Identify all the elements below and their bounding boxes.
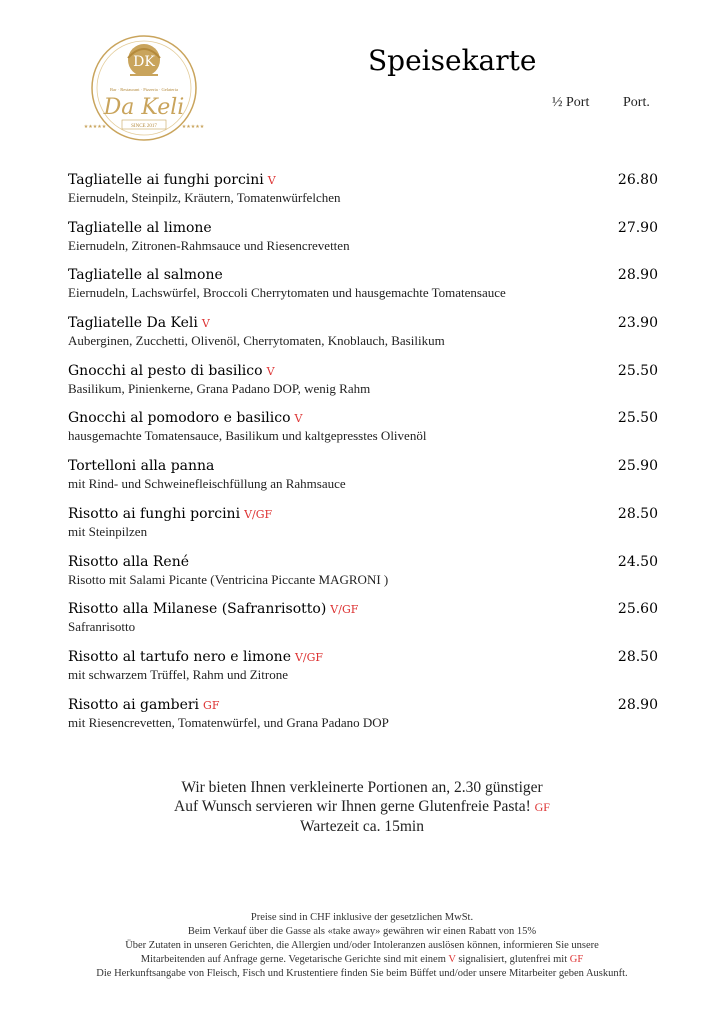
logo-monogram: DK (133, 54, 155, 70)
menu-item-description: Eiernudeln, Steinpilz, Kräutern, Tomatenwürfelchen (68, 190, 341, 205)
menu-item-name: Gnocchi al pesto di basilico (68, 362, 263, 379)
menu-item-name: Risotto alla René (68, 553, 189, 570)
menu-item-title-line (68, 410, 662, 426)
footer-legend-a: Mitarbeitenden auf Anfrage gerne. Vegetarische Gerichte sind mit einem (140, 954, 446, 965)
menu-item-name: Tagliatelle al salmone (68, 267, 223, 284)
menu-item-price: 28.90 (617, 267, 658, 284)
menu-item-title-line (68, 601, 662, 617)
menu-item-diet-badge: V/GF (244, 507, 273, 521)
menu-item-price: 27.90 (617, 219, 658, 236)
menu-item-title-line (68, 697, 662, 713)
menu-item (68, 697, 662, 745)
menu-item-description: Risotto mit Salami Picante (Ventricina Piccante MAGRONI ) (68, 571, 389, 587)
menu-item-price: 25.50 (617, 362, 658, 379)
note-gluten-free-text: Auf Wunsch servieren wir Ihnen gerne Glutenfreie Pasta! (174, 798, 531, 815)
menu-item-title-line (68, 172, 662, 188)
menu-item-title-line (68, 458, 662, 474)
menu-item-name: Tagliatelle Da Keli (68, 315, 198, 332)
menu-item-description: mit Riesencrevetten, Tomatenwürfel, und Grana Padano DOP (68, 714, 389, 730)
menu-item-name: Tortelloni alla panna (68, 458, 215, 475)
note-gluten-free (0, 797, 724, 817)
column-header-half-portion: ½ Port (552, 95, 590, 110)
footer-legal (0, 911, 724, 981)
column-header-portion: Port. (623, 95, 650, 110)
menu-item-price: 24.50 (617, 553, 658, 570)
menu-item-price: 28.90 (617, 696, 658, 713)
logo-since: SINCE 2017 (131, 124, 157, 129)
menu-item-description: mit Rind- und Schweinefleischfüllung an Rahmsauce (68, 476, 346, 492)
footer-legend-b: signalisiert, glutenfrei mit (458, 954, 568, 965)
menu-item-diet-badge: V (266, 364, 275, 378)
menu-item (68, 220, 662, 268)
menu-item-title-line (68, 267, 662, 283)
footer-prices-note: Preise sind in CHF inklusive der gesetzlichen MwSt. (250, 912, 474, 923)
menu-item (68, 458, 662, 506)
footer-origin-note: Die Herkunftsangabe von Fleisch, Fisch und Krustentiere finden Sie beim Büffet und/oder unsere Mitarbeiter geben Auskunft. (96, 968, 628, 979)
note-small-portions: Wir bieten Ihnen verkleinerte Portionen an, 2.30 günstiger (181, 779, 543, 796)
menu-item-price: 26.80 (617, 172, 658, 188)
menu-item-description: mit schwarzem Trüffel, Rahm und Zitrone (68, 666, 289, 682)
menu-item (68, 554, 662, 602)
menu-item (68, 315, 662, 363)
menu-item-name: Gnocchi al pomodoro e basilico (68, 410, 291, 427)
menu-item-description: Eiernudeln, Lachswürfel, Broccoli Cherrytomaten und hausgemachte Tomatensauce (68, 285, 506, 301)
menu-item-title-line (68, 315, 662, 331)
notes-block (0, 778, 724, 836)
footer-diet-legend (0, 953, 724, 967)
menu-item-diet-badge: V (267, 174, 276, 187)
footer-takeaway-note: Beim Verkauf über die Gasse als «take away» gewähren wir einen Rabatt von 15% (187, 926, 537, 937)
menu-item-description: Basilikum, Pinienkerne, Grana Padano DOP, wenig Rahm (68, 380, 371, 396)
menu-item (68, 601, 662, 649)
menu-item-title-line (68, 220, 662, 236)
menu-item-diet-badge: V/GF (330, 603, 359, 617)
menu-item-name: Tagliatelle ai funghi porcini (68, 172, 264, 188)
footer-legend-v: V (448, 954, 456, 965)
menu-item-description: mit Steinpilzen (68, 523, 148, 539)
menu-item-price: 25.50 (617, 410, 658, 427)
menu-item-name: Risotto al tartufo nero e limone (68, 648, 291, 665)
menu-item-description: Eiernudeln, Zitronen-Rahmsauce und Riesencrevetten (68, 237, 350, 253)
menu-item-price: 28.50 (617, 648, 658, 665)
logo-name: Da Keli (103, 95, 185, 120)
menu-item-price: 25.90 (617, 458, 658, 475)
menu-item-name: Risotto alla Milanese (Safranrisotto) (68, 601, 327, 618)
menu-item-description: Auberginen, Zucchetti, Olivenöl, Cherrytomaten, Knoblauch, Basilikum (68, 333, 445, 349)
logo-tagline: Bar · Restaurant · Pizzeria · Gelateria (110, 87, 178, 92)
menu-item (68, 410, 662, 458)
restaurant-logo (70, 30, 218, 142)
menu-item-price: 23.90 (617, 315, 658, 332)
menu-item-name: Risotto ai gamberi (68, 696, 200, 713)
note-waiting-time: Wartezeit ca. 15min (300, 818, 424, 835)
note-gf-mark: GF (534, 800, 550, 814)
menu-item-name: Risotto ai funghi porcini (68, 505, 241, 522)
footer-legend-gf: GF (569, 954, 584, 965)
menu-item (68, 267, 662, 315)
menu-item-title-line (68, 363, 662, 379)
menu-item (68, 172, 662, 220)
menu-item-diet-badge: V/GF (294, 650, 324, 664)
menu-item (68, 363, 662, 411)
menu-item-title-line (68, 649, 662, 665)
logo-emblem (70, 30, 218, 142)
menu-item-title-line (68, 554, 662, 570)
menu-item (68, 506, 662, 554)
menu-list (68, 172, 662, 744)
menu-item-description: Safranrisotto (68, 619, 136, 635)
menu-item-price: 28.50 (617, 505, 658, 522)
menu-item-diet-badge: GF (203, 698, 220, 712)
footer-allergy-note: Über Zutaten in unseren Gerichten, die Allergien und/oder Intoleranzen auslösen können, informieren Sie unsere (125, 940, 599, 951)
menu-item-description: hausgemachte Tomatensauce, Basilikum und kaltgepresstes Olivenöl (68, 428, 427, 444)
logo-stars-right: ★★★★★ (181, 124, 205, 130)
menu-item-price: 25.60 (617, 601, 658, 618)
page-title: Speisekarte (368, 44, 537, 77)
logo-stars-left: ★★★★★ (83, 124, 107, 130)
menu-item-title-line (68, 506, 662, 522)
menu-item-name: Tagliatelle al limone (68, 219, 212, 236)
menu-item-diet-badge: V (201, 317, 210, 331)
menu-item-diet-badge: V (294, 412, 303, 426)
menu-item (68, 649, 662, 697)
